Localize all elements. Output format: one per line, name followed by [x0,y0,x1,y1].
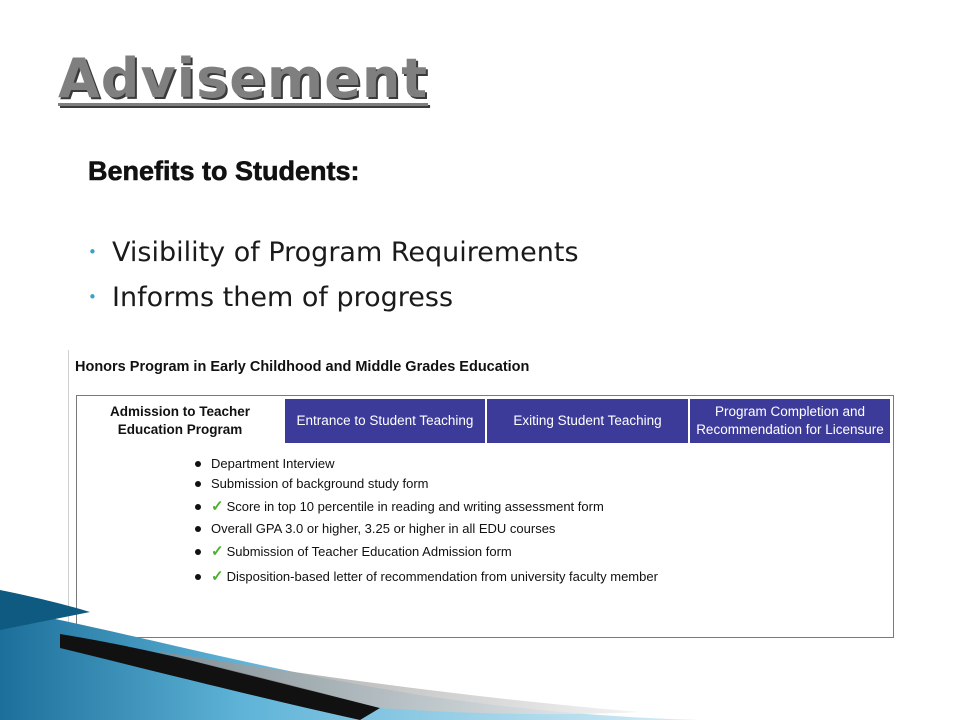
requirement-text: Score in top 10 percentile in reading and writing assessment form [226,499,604,514]
check-icon: ✓ [211,567,224,585]
requirement-text: Department Interview [211,456,335,471]
bullet-dot-icon: • [88,243,97,261]
requirement-item [195,564,658,589]
bullet-dot-icon [195,549,201,555]
tab-label-line: Entrance to Student Teaching [296,413,474,428]
requirement-item [195,539,658,564]
requirement-text: Disposition-based letter of recommendation from university faculty member [226,569,658,584]
bullet-dot-icon [195,526,201,532]
requirement-item [195,474,658,494]
requirement-text: Overall GPA 3.0 or higher, 3.25 or higher in all EDU courses [211,521,556,536]
tab-label-line: Recommendation for Licensure [696,422,884,437]
decorative-swoosh [0,590,960,720]
bullet-dot-icon: • [88,288,97,306]
benefit-item [86,230,579,275]
benefit-text: Visibility of Program Requirements [112,237,579,268]
bullet-dot-icon [195,481,201,487]
check-icon: ✓ [211,542,224,560]
tab-program-completion[interactable] [688,399,890,443]
bullet-dot-icon [195,504,201,510]
benefit-list [86,230,579,320]
tab-label-line: Admission to Teacher [109,404,251,419]
requirement-item [195,494,658,519]
tab-entrance-student-teaching[interactable] [283,399,485,443]
tab-label-line: Program Completion and [714,404,866,419]
tab-label-line: Education Program [117,422,243,437]
tab-label-line: Exiting Student Teaching [513,413,662,428]
slide-subtitle: Benefits to Students: [88,156,360,186]
program-tabs [77,399,893,443]
requirement-item [195,454,658,474]
bullet-dot-icon [195,574,201,580]
tab-exiting-student-teaching[interactable] [485,399,688,443]
benefit-text: Informs them of progress [112,282,454,313]
slide-title: Advisement [58,47,429,110]
check-icon: ✓ [211,497,224,515]
requirement-text: Submission of Teacher Education Admission form [226,544,512,559]
benefit-item [86,275,579,320]
program-title: Honors Program in Early Childhood and Middle Grades Education [75,359,530,375]
requirement-text: Submission of background study form [211,476,429,491]
tab-admission[interactable] [77,399,283,443]
bullet-dot-icon [195,461,201,467]
requirement-list [195,454,658,589]
requirement-item [195,519,658,539]
